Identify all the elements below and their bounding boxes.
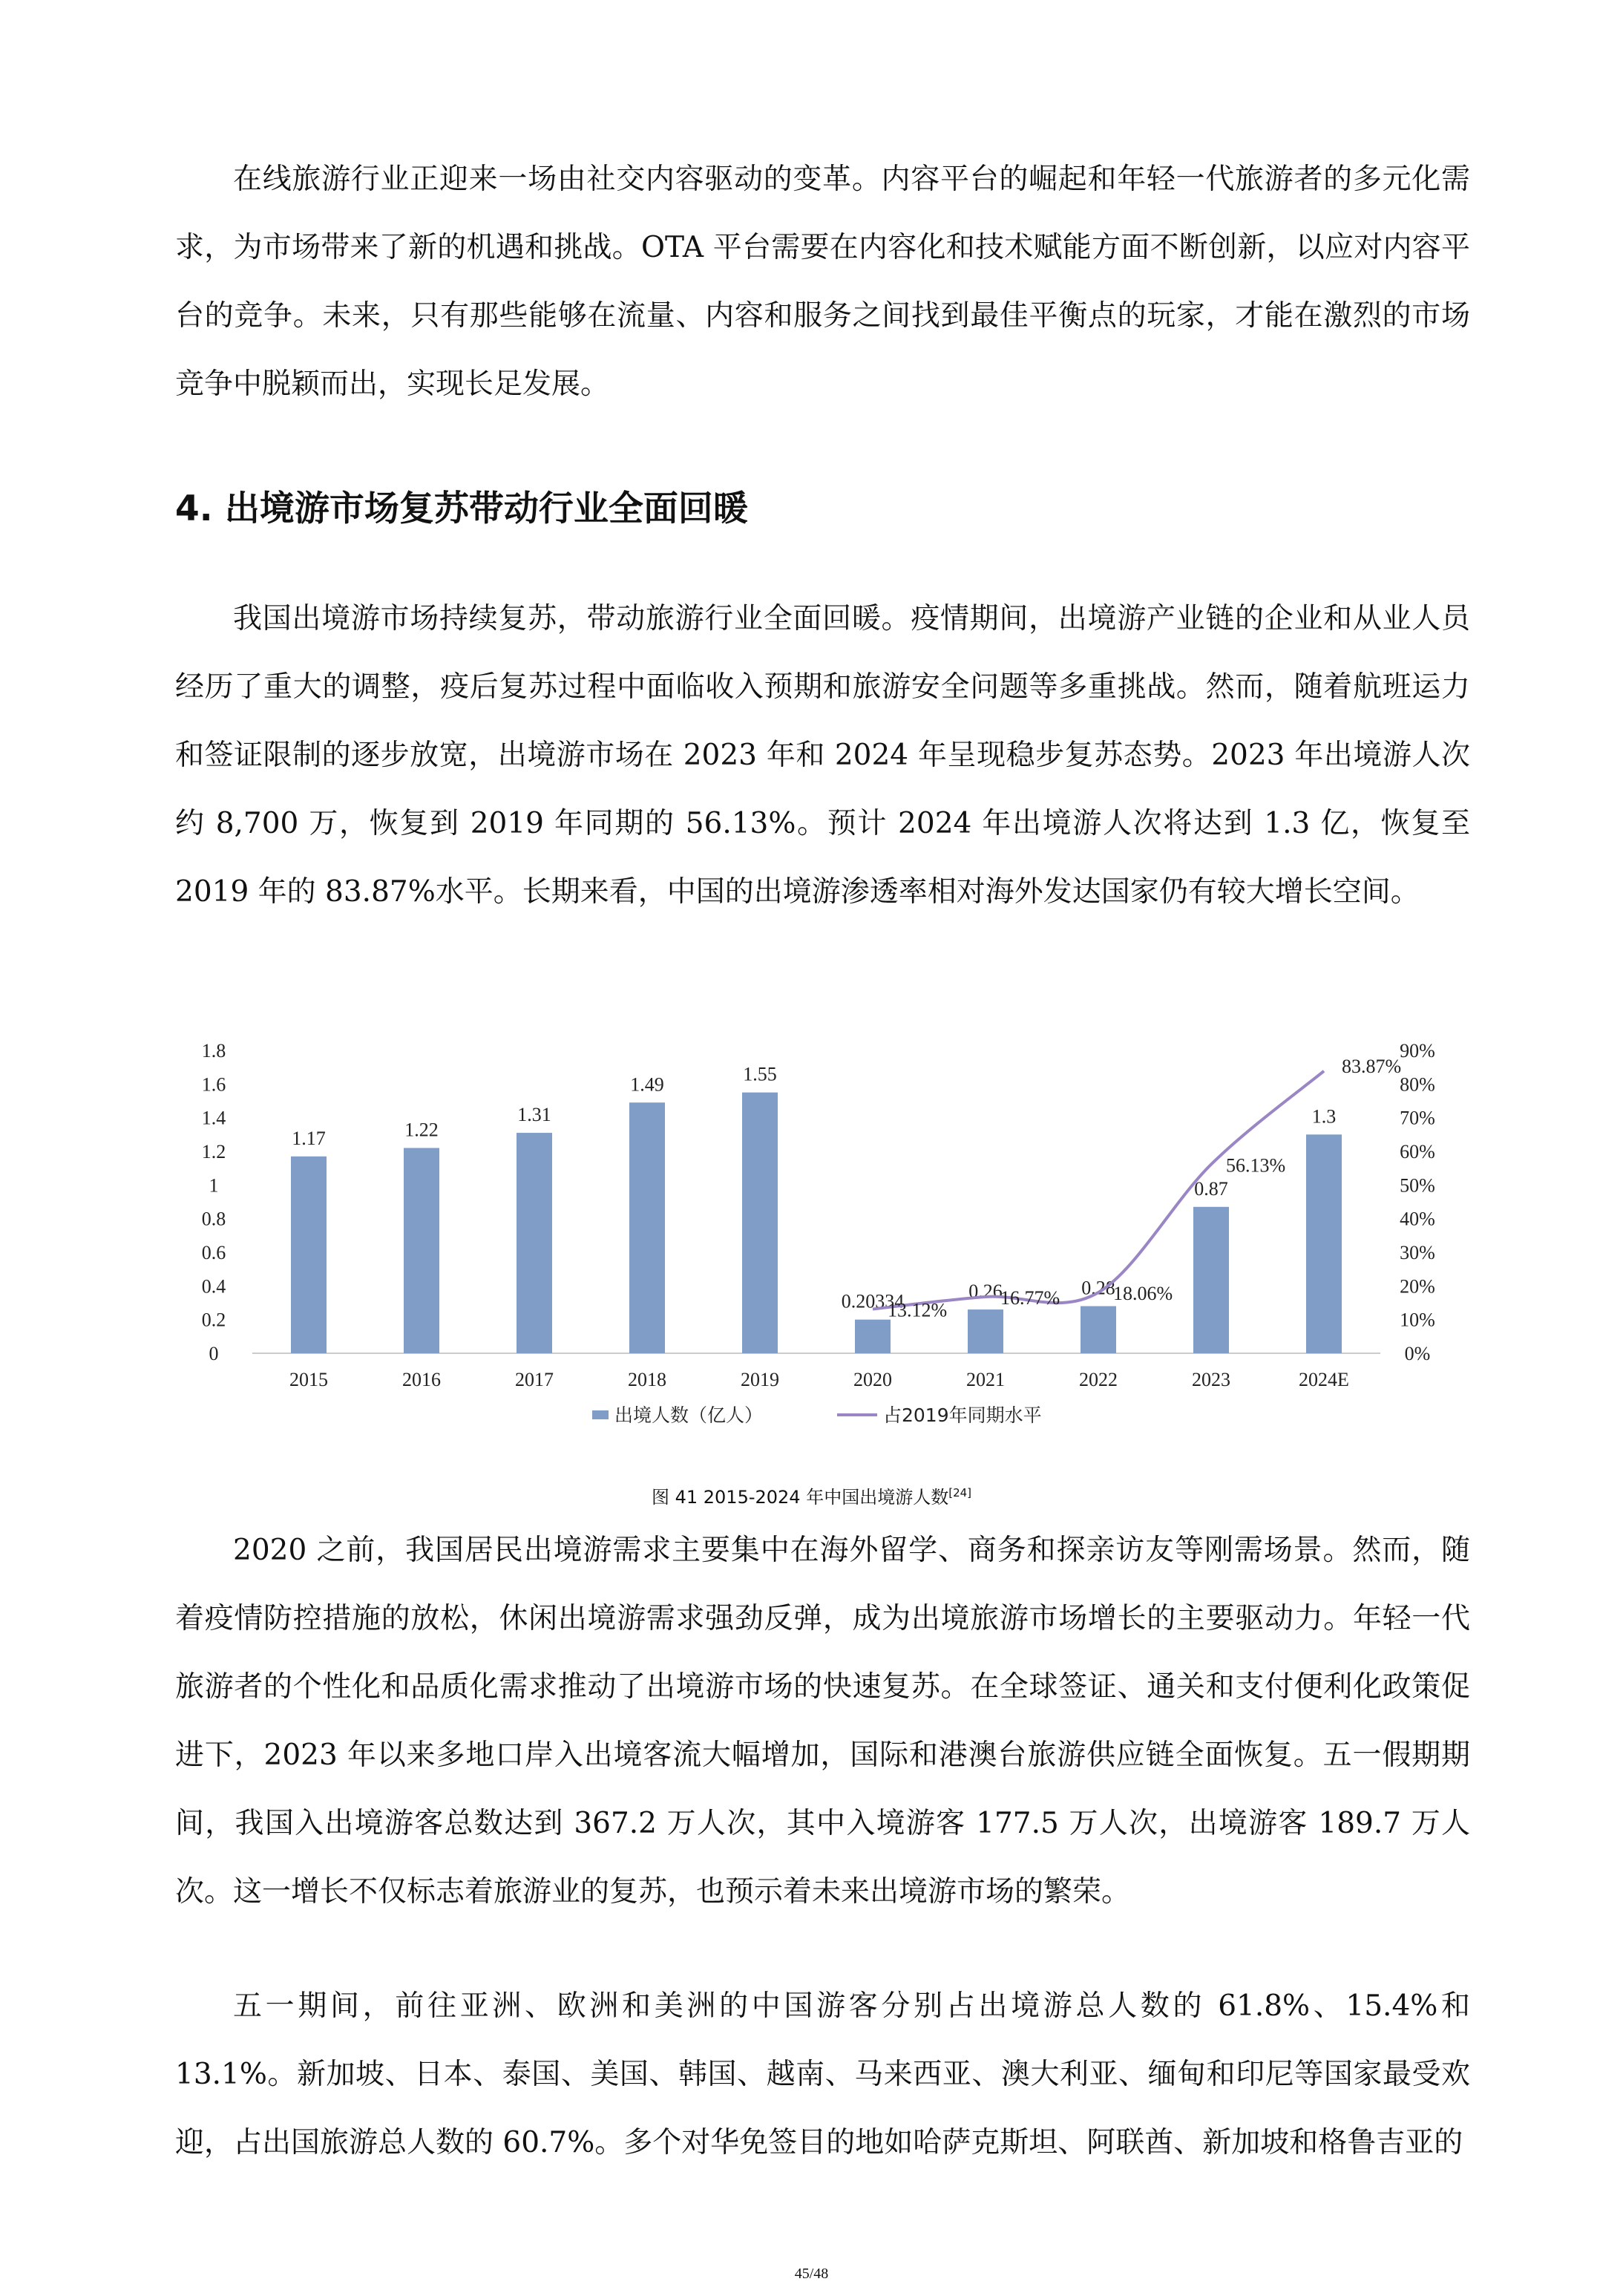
x-tick-label: 2018 — [628, 1369, 666, 1390]
bar — [1081, 1306, 1116, 1353]
right-axis-ticks — [1400, 1040, 1435, 1364]
x-tick-label: 2017 — [515, 1369, 554, 1390]
figure-reference: [24] — [948, 1486, 972, 1499]
paragraph-demand: 2020 之前，我国居民出境游需求主要集中在海外留学、商务和探亲访友等刚需场景。然而，随着疫情防控措施的放松，休闲出境游需求强劲反弹，成为出境旅游市场增长的主要驱动力。年轻一代旅游者的个性化和品质化需求推动了出境游市场的快速复苏。在全球签证、通关和支付便利化政策促进下，2023 年以来多地口岸入出境客流大幅增加，国际和港澳台旅游供应链全面恢复。五一假期期间，我国入出境游客总数达到 367.2 万人次，其中入境游客 177.5 万人次，出境游客 189.7 万人次。这一增长不仅标志着旅游业的复苏，也预示着未来出境游市场的繁荣。 — [175, 1534, 1470, 1909]
line-value-label: 18.06% — [1113, 1283, 1173, 1305]
legend-bar-label: 出境人数（亿人） — [614, 1404, 764, 1426]
bar-value-label: 0.26 — [968, 1281, 1003, 1303]
page-number: 45/48 — [794, 2266, 829, 2282]
paragraph-recovery: 我国出境游市场持续复苏，带动旅游行业全面回暖。疫情期间，出境游产业链的企业和从业人员经历了重大的调整，疫后复苏过程中面临收入预期和旅游安全问题等多重挑战。然而，随着航班运力和签证限制的逐步放宽，出境游市场在 2023 年和 2024 年呈现稳步复苏态势。2023 年出境游人次约 8,700 万，恢复到 2019 年同期的 56.13%。预计 2024 年出境游人次将达到 1.3 亿，恢复至 2019 年的 83.87%水平。长期来看，中国的出境游渗透率相对海外发达国家仍有较大增长空间。 — [175, 602, 1470, 909]
bar-series — [291, 1093, 1342, 1353]
bar-value-label: 0.28 — [1081, 1277, 1115, 1299]
outbound-tourism-chart — [171, 1028, 1462, 1466]
bar — [1306, 1134, 1342, 1353]
figure-caption-text: 图 41 2015-2024 年中国出境游人数 — [651, 1487, 949, 1508]
bar — [291, 1157, 327, 1353]
legend-line-label: 占2019年同期水平 — [883, 1404, 1042, 1426]
chart-legend — [592, 1404, 1042, 1426]
bar — [404, 1148, 439, 1353]
bar-value-label: 1.49 — [630, 1073, 664, 1096]
percent-line — [873, 1071, 1324, 1309]
right-tick-label: 90% — [1400, 1040, 1435, 1062]
right-tick-label: 0% — [1404, 1343, 1431, 1364]
right-tick-label: 40% — [1400, 1208, 1435, 1230]
left-tick-label: 1 — [209, 1174, 219, 1197]
bar-value-label: 1.55 — [743, 1063, 777, 1085]
paragraph-destinations: 五一期间，前往亚洲、欧洲和美洲的中国游客分别占出境游总人数的 61.8%、15.4%和 13.1%。新加坡、日本、泰国、美国、韩国、越南、马来西亚、澳大利亚、缅甸和印尼等国家最受欢迎，占出国旅游总人数的 60.7%。多个对华免签目的地如哈萨克斯坦、阿联酋、新加坡和格鲁吉亚的 — [175, 1989, 1470, 2159]
bar-value-label: 1.17 — [292, 1127, 326, 1149]
right-tick-label: 10% — [1400, 1309, 1435, 1331]
right-tick-label: 30% — [1400, 1242, 1435, 1263]
line-value-label: 16.77% — [1000, 1286, 1060, 1309]
left-tick-label: 0 — [209, 1343, 219, 1364]
x-tick-label: 2020 — [853, 1369, 892, 1390]
left-tick-label: 1.6 — [201, 1073, 226, 1096]
line-value-label: 56.13% — [1226, 1154, 1286, 1177]
x-tick-label: 2023 — [1192, 1369, 1230, 1390]
bar — [1193, 1207, 1229, 1353]
bar-value-labels — [292, 1064, 1336, 1312]
bar — [517, 1133, 552, 1353]
right-tick-label: 50% — [1400, 1174, 1435, 1197]
bar — [742, 1093, 778, 1353]
x-axis-ticks — [289, 1369, 1349, 1390]
bar-value-label: 0.87 — [1194, 1177, 1228, 1200]
left-tick-label: 1.8 — [201, 1040, 226, 1062]
bar-value-label: 1.3 — [1311, 1105, 1337, 1128]
section-heading: 4. 出境游市场复苏带动行业全面回暖 — [175, 488, 748, 529]
bar-value-label: 1.22 — [404, 1119, 439, 1141]
bar — [629, 1102, 665, 1353]
line-value-label: 83.87% — [1342, 1055, 1402, 1077]
x-tick-label: 2021 — [966, 1369, 1005, 1390]
figure-caption — [0, 1482, 1623, 1508]
line-value-label: 13.12% — [888, 1299, 948, 1321]
left-axis-ticks — [202, 1040, 226, 1364]
bar — [855, 1320, 891, 1353]
x-tick-label: 2016 — [402, 1369, 441, 1390]
x-tick-label: 2022 — [1079, 1369, 1118, 1390]
left-tick-label: 0.2 — [201, 1309, 226, 1331]
left-tick-label: 1.2 — [201, 1141, 226, 1162]
bar — [968, 1309, 1003, 1353]
legend-bar-swatch — [592, 1410, 609, 1419]
left-tick-label: 0.6 — [201, 1242, 226, 1263]
bar-value-label: 0.20334 — [841, 1290, 905, 1312]
right-tick-label: 80% — [1400, 1073, 1435, 1096]
bar-value-label: 1.31 — [517, 1104, 551, 1126]
x-tick-label: 2019 — [741, 1369, 779, 1390]
left-tick-label: 0.8 — [201, 1208, 226, 1230]
right-tick-label: 60% — [1400, 1141, 1435, 1162]
paragraph-intro: 在线旅游行业正迎来一场由社交内容驱动的变革。内容平台的崛起和年轻一代旅游者的多元化需求，为市场带来了新的机遇和挑战。OTA 平台需要在内容化和技术赋能方面不断创新，以应对内容平台的竞争。未来，只有那些能够在流量、内容和服务之间找到最佳平衡点的玩家，才能在激烈的市场竞争中脱颖而出，实现长足发展。 — [175, 163, 1470, 401]
left-tick-label: 0.4 — [201, 1275, 226, 1298]
right-tick-label: 20% — [1400, 1275, 1435, 1298]
x-tick-label: 2024E — [1299, 1369, 1349, 1390]
x-tick-label: 2015 — [289, 1369, 328, 1390]
left-tick-label: 1.4 — [201, 1107, 226, 1129]
right-tick-label: 70% — [1400, 1107, 1435, 1129]
